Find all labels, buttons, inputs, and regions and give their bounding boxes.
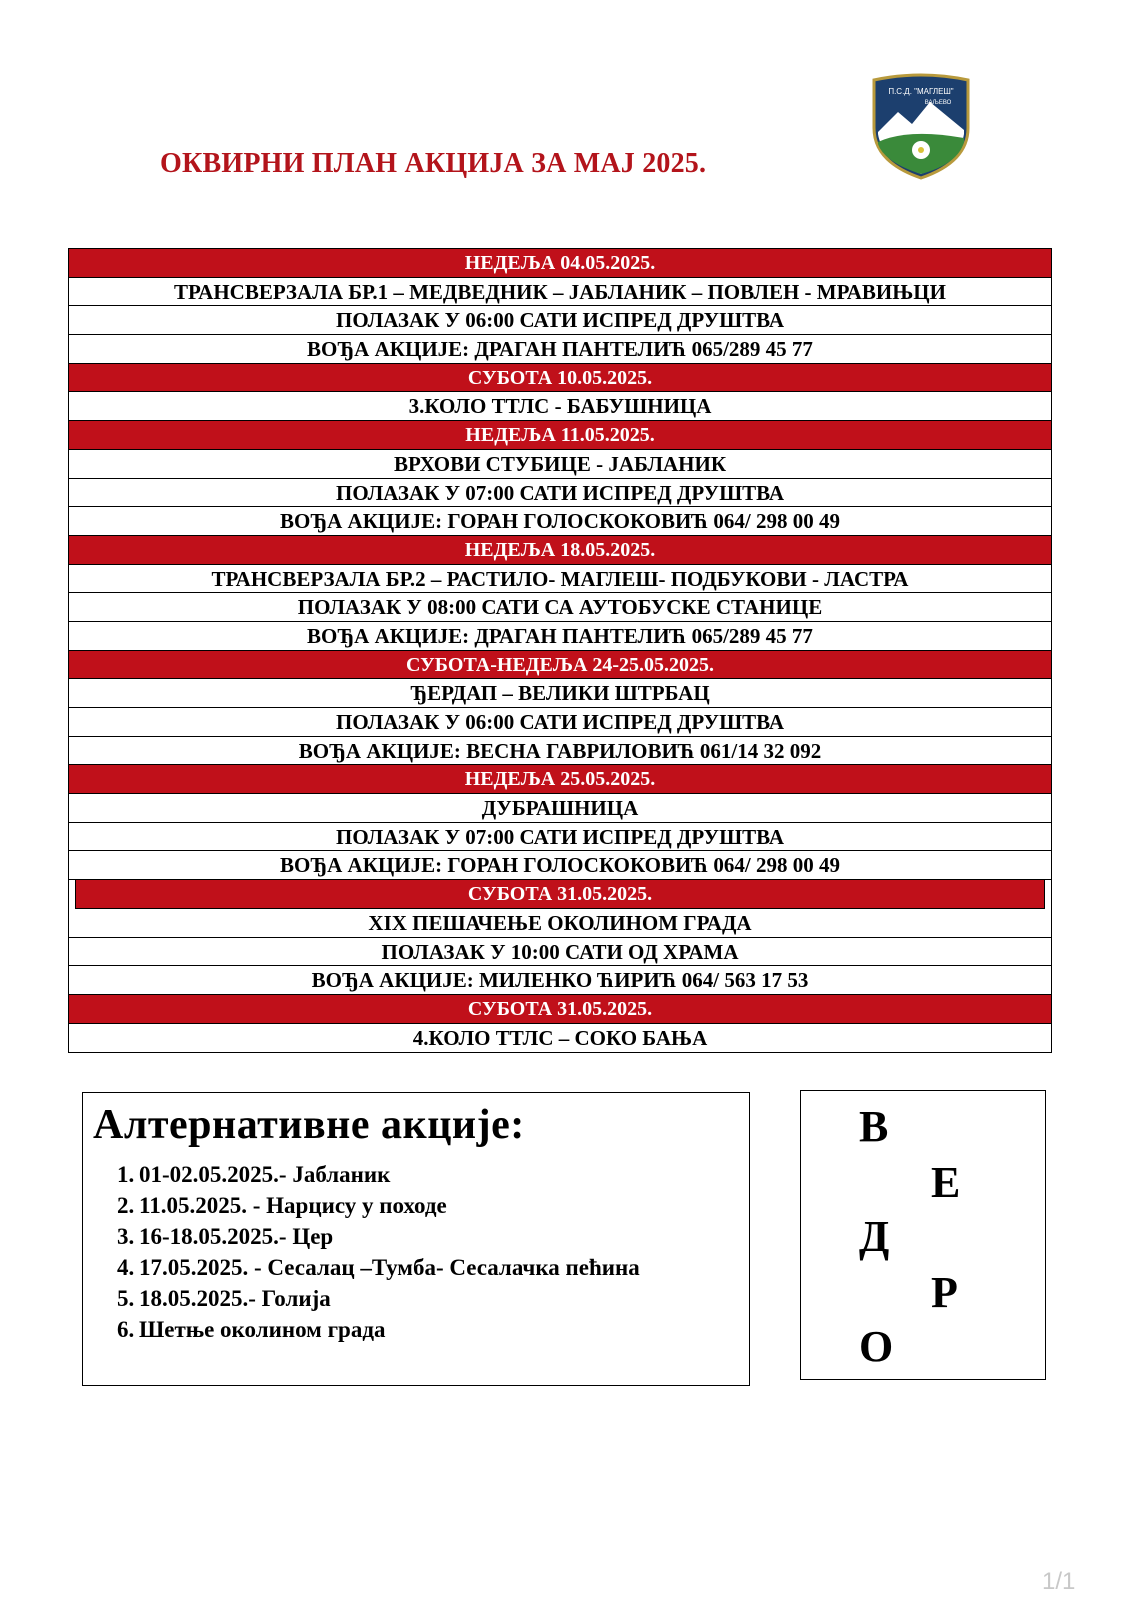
- activity-info-row: 4.КОЛО ТТЛС – СОКО БАЊА: [412, 1025, 708, 1050]
- activity-info-row: 3.КОЛО ТТЛС - БАБУШНИЦА: [69, 392, 1051, 421]
- activity-info-row: ВРХОВИ СТУБИЦЕ - ЈАБЛАНИК: [69, 450, 1051, 479]
- alternative-item-text: 18.05.2025.- Голија: [139, 1286, 331, 1311]
- schedule-table: [68, 248, 1052, 1053]
- date-header-row: НЕДЕЉА 25.05.2025.: [69, 765, 1051, 794]
- vedro-letter-5: О: [859, 1322, 894, 1371]
- alternative-item-number: 6.: [117, 1317, 135, 1342]
- date-header-row: НЕДЕЉА 11.05.2025.: [69, 421, 1051, 450]
- activity-info-row: ПОЛАЗАК У 08:00 САТИ СА АУТОБУСКЕ СТАНИЦЕ: [69, 593, 1051, 622]
- vedro-letter-1: В: [859, 1102, 889, 1151]
- activity-info-row: ПОЛАЗАК У 06:00 САТИ ИСПРЕД ДРУШТВА: [69, 306, 1051, 335]
- alternative-item-number: 1.: [117, 1162, 135, 1187]
- vedro-box: [800, 1090, 1046, 1380]
- activity-info-row: ТРАНСВЕРЗАЛА БР.2 – РАСТИЛО- МАГЛЕШ- ПОДБУКОВИ - ЛАСТРА: [69, 565, 1051, 594]
- activity-info-row: ДУБРАШНИЦА: [69, 794, 1051, 823]
- date-header-row: НЕДЕЉА 18.05.2025.: [69, 536, 1051, 565]
- alternative-item: [117, 1190, 640, 1221]
- date-header-row: НЕДЕЉА 04.05.2025.: [69, 249, 1051, 278]
- activity-info-row: ВОЂА АКЦИЈЕ: ГОРАН ГОЛОСКОКОВИЋ 064/ 298 00 49: [69, 851, 1051, 880]
- vedro-letter-4: Р: [931, 1268, 958, 1317]
- logo-text-city: ВАЉЕВО: [924, 100, 952, 106]
- logo-text-top: П.С.Д. "МАГЛЕШ": [888, 87, 954, 96]
- alternative-item-number: 3.: [117, 1224, 135, 1249]
- page-title: ОКВИРНИ ПЛАН АКЦИЈА ЗА МАЈ 2025.: [160, 148, 707, 179]
- alternative-item-text: 16-18.05.2025.- Цер: [139, 1224, 334, 1249]
- alternative-item-text: 11.05.2025. - Нарцису у походе: [139, 1193, 447, 1218]
- alternative-item: [117, 1314, 640, 1345]
- alternatives-title: Алтернативне акције:: [93, 1102, 525, 1148]
- alternative-item-number: 4.: [117, 1255, 135, 1280]
- activity-info-row: XIX ПЕШАЧЕЊЕ ОКОЛИНОМ ГРАДА: [69, 909, 1051, 938]
- alternative-item: [117, 1252, 640, 1283]
- alternatives-list: [117, 1159, 640, 1345]
- alternative-item-text: 01-02.05.2025.- Јабланик: [139, 1162, 391, 1187]
- alternative-item-text: Шетње околином града: [139, 1317, 386, 1342]
- page-counter: 1/1: [1042, 1568, 1076, 1595]
- alternative-item: [117, 1283, 640, 1314]
- activity-info-row: ПОЛАЗАК У 07:00 САТИ ИСПРЕД ДРУШТВА: [69, 479, 1051, 508]
- alternative-item-number: 2.: [117, 1193, 135, 1218]
- activity-info-row: ВОЂА АКЦИЈЕ: ВЕСНА ГАВРИЛОВИЋ 061/14 32 092: [69, 737, 1051, 766]
- activity-info-row: ВОЂА АКЦИЈЕ: ГОРАН ГОЛОСКОКОВИЋ 064/ 298 00 49: [69, 507, 1051, 536]
- activity-info-row: ЂЕРДАП – ВЕЛИКИ ШТРБАЦ: [69, 679, 1051, 708]
- activity-info-row: ПОЛАЗАК У 10:00 САТИ ОД ХРАМА: [69, 938, 1051, 967]
- alternative-item-text: 17.05.2025. - Сесалац –Тумба- Сесалачка пећина: [139, 1255, 640, 1280]
- alternative-item: [117, 1221, 640, 1252]
- activity-info-row: ВОЂА АКЦИЈЕ: ДРАГАН ПАНТЕЛИЋ 065/289 45 77: [69, 335, 1051, 364]
- vedro-letter-3: Д: [859, 1212, 890, 1261]
- activity-info-row: ПОЛАЗАК У 06:00 САТИ ИСПРЕД ДРУШТВА: [69, 708, 1051, 737]
- date-header-row: СУБОТА 10.05.2025.: [69, 364, 1051, 393]
- alternative-item: [117, 1159, 640, 1190]
- activity-info-row: ТРАНСВЕРЗАЛА БР.1 – МЕДВЕДНИК – ЈАБЛАНИК – ПОВЛЕН - МРАВИЊЦИ: [69, 278, 1051, 307]
- alternative-actions-box: [82, 1092, 750, 1386]
- date-header-row: СУБОТА-НЕДЕЉА 24-25.05.2025.: [69, 651, 1051, 680]
- alternative-item-number: 5.: [117, 1286, 135, 1311]
- date-header-row: СУБОТА 31.05.2025.: [69, 995, 1051, 1024]
- club-shield-logo-icon: [868, 72, 974, 180]
- activity-info-row: ВОЂА АКЦИЈЕ: МИЛЕНКО ЋИРИЋ 064/ 563 17 53: [69, 966, 1051, 995]
- activity-info-row: ПОЛАЗАК У 07:00 САТИ ИСПРЕД ДРУШТВА: [69, 823, 1051, 852]
- activity-info-row: ВОЂА АКЦИЈЕ: ДРАГАН ПАНТЕЛИЋ 065/289 45 77: [69, 622, 1051, 651]
- date-header-row: СУБОТА 31.05.2025.: [75, 880, 1045, 909]
- vedro-letter-2: Е: [931, 1158, 961, 1207]
